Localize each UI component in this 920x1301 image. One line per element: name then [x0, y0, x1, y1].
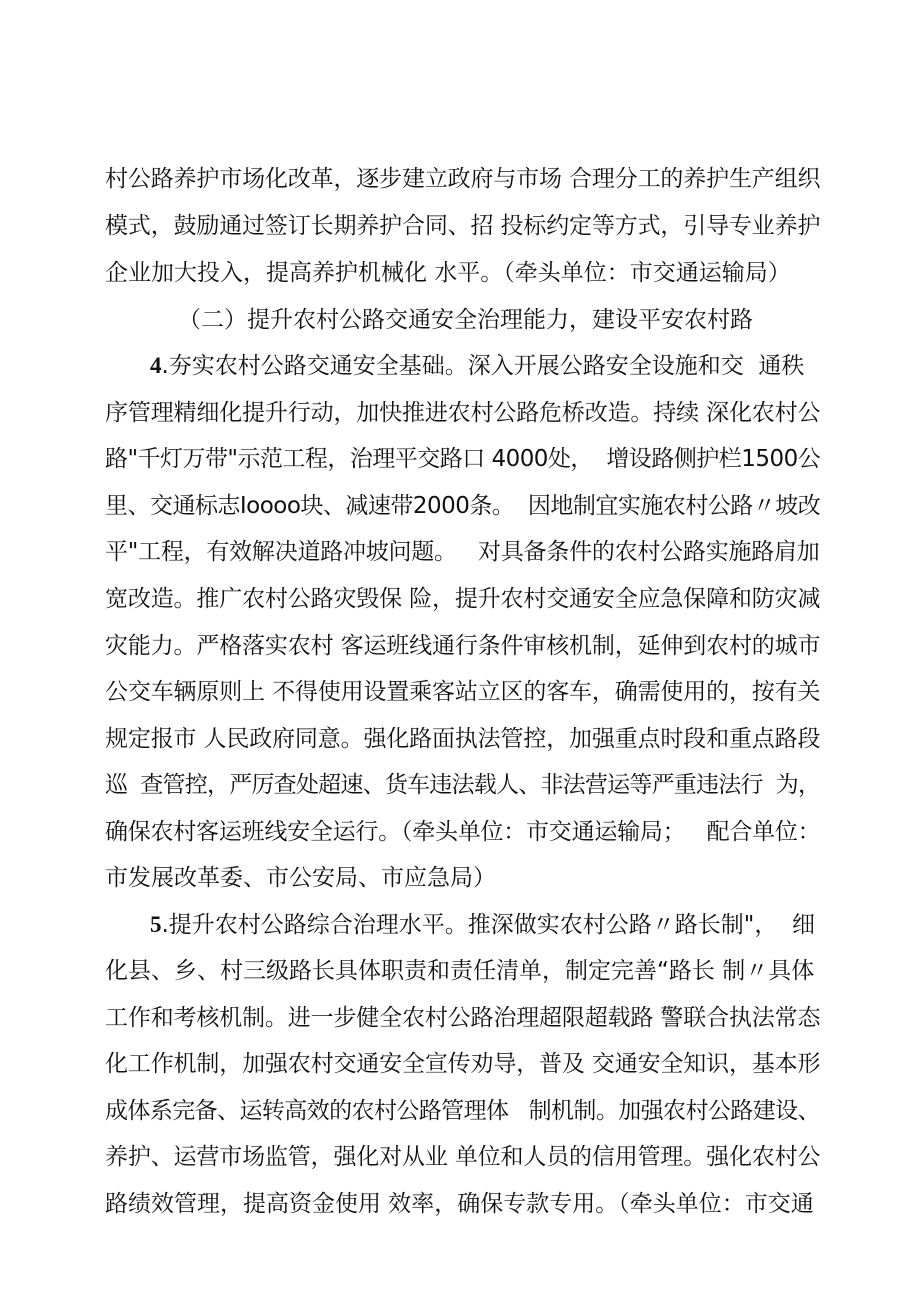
text-line: .夯实农村公路交通安全基础。深入开展公路安全设施和交 通秩	[161, 353, 805, 379]
text-line: .提升农村公路综合治理水平。推深做实农村公路〃路长制"， 细	[161, 912, 816, 938]
text-line: 市发展改革委、市公安局、市应急局）	[105, 865, 496, 891]
text-line: 灾能力。严格落实农村 客运班线通行条件审核机制，延伸到农村的城市	[105, 633, 821, 659]
text-line: 规定报市 人民政府同意。强化路面执法管控，加强重点时段和重点路段	[105, 726, 821, 752]
text-line: 路"千灯万带"示范工程，治理平交路口 4000处， 增设路侧护栏1500公	[105, 446, 821, 472]
text-line: 公交车辆原则上 不得使用设置乘客站立区的客车，确需使用的，按有关	[105, 679, 821, 705]
text-line: 工作和考核机制。进一步健全农村公路治理超限超载路 警联合执法常态	[105, 1005, 821, 1031]
text-line: 成体系完备、运转高效的农村公路管理体 制机制。加强农村公路建设、	[105, 1098, 820, 1124]
text-line: 序管理精细化提升行动，加快推进农村公路危桥改造。持续 深化农村公	[105, 400, 821, 426]
item-paragraph	[150, 910, 815, 940]
text-line: 养护、运营市场监管，强化对从业 单位和人员的信用管理。强化农村公	[105, 1144, 821, 1170]
text-line: 里、交通标志Ioooo块、减速带2000条。 因地制宜实施农村公路〃坡改	[105, 493, 821, 519]
text-line: 路绩效管理，提高资金使用 效率，确保专款专用。（牵头单位：市交通	[105, 1191, 814, 1217]
text-line: 村公路养护市场化改革，逐步建立政府与市场 合理分工的养护生产组织	[105, 166, 821, 192]
text-line: 化工作机制，加强农村交通安全宣传劝导，普及 交通安全知识，基本形	[105, 1051, 821, 1077]
text-line: 企业加大投入，提高养护机械化 水平。（牵头单位：市交通运输局）	[105, 260, 791, 286]
text-line: 确保农村客运班线安全运行。（牵头单位：市交通运输局； 配合单位：	[105, 819, 821, 845]
item-number: 5	[150, 912, 162, 937]
item-number: 4	[150, 353, 162, 378]
text-line: 化县、乡、村三级路长具体职责和责任清单，制定完善“路长 制〃具体	[105, 958, 815, 984]
text-line: 模式，鼓励通过签订长期养护合同、招 投标约定等方式，引导专业养护	[105, 213, 821, 239]
text-line: 平"工程，有效解决道路冲坡问题。 对具备条件的农村公路实施路肩加	[105, 539, 820, 565]
section-heading: （二）提升农村公路交通安全治理能力，建设平安农村路	[178, 307, 753, 333]
text-line: 巡 查管控，严厉查处超速、货车违法载人、非法营运等严重违法行 为，	[105, 772, 821, 798]
text-line: 宽改造。推广农村公路灾毁保 险，提升农村交通安全应急保障和防灾减	[105, 586, 821, 612]
item-paragraph	[150, 351, 804, 381]
